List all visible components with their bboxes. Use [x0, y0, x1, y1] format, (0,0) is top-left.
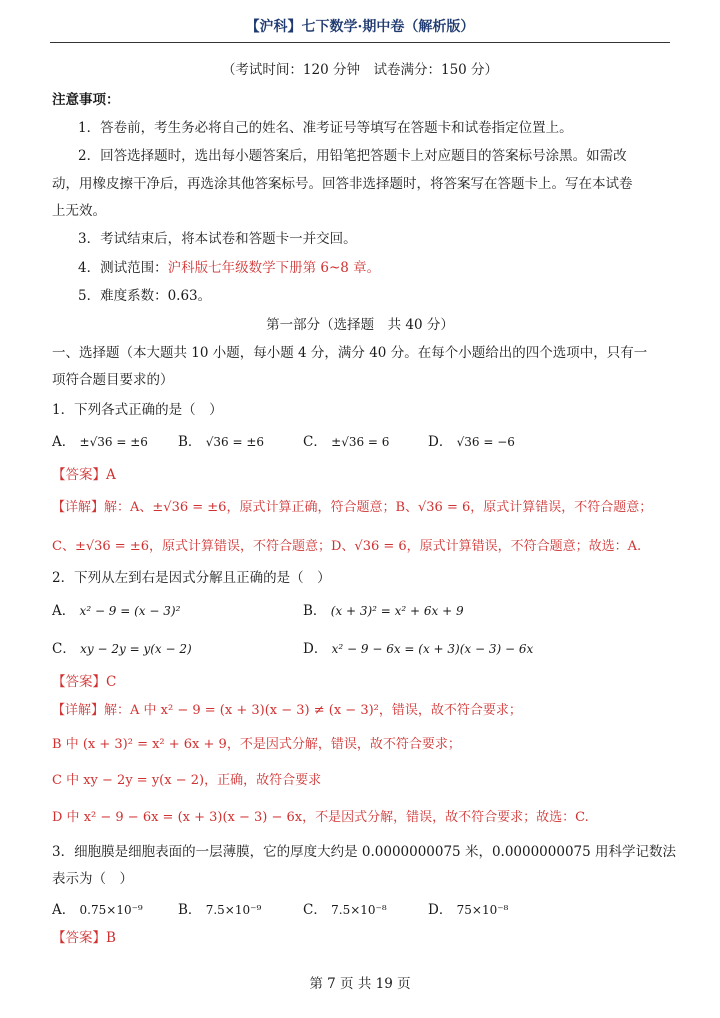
q1-option-c-label: C．: [303, 434, 327, 450]
q1-option-d: [428, 430, 515, 450]
q3-answer: 【答案】B: [52, 930, 116, 946]
q3-option-a-label: A．: [52, 902, 76, 918]
q2-option-c: [52, 637, 192, 657]
q3-option-c-label: C．: [303, 902, 327, 918]
part1-title: 第一部分（选择题 共 40 分）: [266, 317, 454, 333]
section-heading-line-1: 一、选择题（本大题共 10 小题，每小题 4 分，满分 40 分。在每个小题给出的四个选项中，只有一: [52, 345, 648, 361]
q1-option-a-expr: ±√36 = ±6: [79, 435, 148, 449]
q3-option-b-label: B．: [178, 902, 202, 918]
q3-option-b: [178, 898, 261, 918]
q3-option-c-expr: 7.5×10⁻⁸: [331, 903, 387, 917]
q2-option-b-label: B．: [303, 603, 327, 619]
q2-explanation-line-1: [52, 699, 522, 718]
q3-option-a-expr: 0.75×10⁻⁹: [79, 903, 143, 917]
q2-option-d-expr: x² − 9 − 6x = (x + 3)(x − 3) − 6x: [331, 642, 534, 656]
q2-option-c-label: C．: [52, 641, 76, 657]
q3-option-d-expr: 75×10⁻⁸: [456, 903, 509, 917]
q1-explain-text-1: 解：A、±√36 = ±6，原式计算正确，符合题意；B、√36 = 6，原式计算错误，不符合题意；: [104, 500, 653, 515]
q3-option-a: [52, 898, 143, 918]
notice-item-5: 5．难度系数：0.63。: [78, 288, 212, 304]
q1-option-d-expr: √36 = −6: [456, 435, 515, 449]
q2-explain-tag: 【详解】: [52, 703, 105, 718]
q2-option-b: [303, 599, 464, 619]
notice-item-4-range: 沪科版七年级数学下册第 6~8 章。: [167, 260, 381, 276]
q2-option-d-label: D．: [303, 641, 328, 657]
q3-option-b-expr: 7.5×10⁻⁹: [205, 903, 262, 917]
q2-explanation-line-3: C 中 xy − 2y = y(x − 2)，正确，故符合要求: [52, 773, 322, 788]
notice-item-3: 3．考试结束后，将本试卷和答题卡一并交回。: [78, 231, 357, 247]
q1-explain-tag: 【详解】: [52, 500, 105, 515]
q2-option-d: [303, 637, 533, 657]
q2-answer: 【答案】C: [52, 674, 117, 690]
q1-option-b-label: B．: [178, 434, 202, 450]
q3-stem-line-2: 表示为（ ）: [52, 871, 133, 887]
q2-option-a: [52, 599, 180, 619]
notice-item-2-line-2: 动，用橡皮擦干净后，再选涂其他答案标号。回答非选择题时，将答案写在答题卡上。写在本试卷: [52, 176, 633, 192]
q2-option-a-expr: x² − 9 = (x − 3)²: [79, 604, 181, 618]
q2-option-c-expr: xy − 2y = y(x − 2): [80, 642, 192, 656]
page-number: 第 7 页 共 19 页: [309, 976, 411, 992]
q2-explanation-line-4: D 中 x² − 9 − 6x = (x + 3)(x − 3) − 6x，不是因式分解，错误，故不符合要求；故选：C.: [52, 810, 589, 825]
q2-explanation-line-2: B 中 (x + 3)² = x² + 6x + 9，不是因式分解，错误，故不符合要求；: [52, 737, 461, 752]
q3-option-d-label: D．: [428, 902, 453, 918]
q2-stem: 2．下列从左到右是因式分解且正确的是（ ）: [52, 570, 331, 586]
page-header: [50, 12, 670, 43]
q3-option-d: [428, 898, 508, 918]
q2-explain-text-1: 解：A 中 x² − 9 = (x + 3)(x − 3) ≠ (x − 3)²，错误，故不符合要求；: [104, 703, 522, 718]
exam-info: （考试时间：120 分钟 试卷满分：150 分）: [221, 62, 499, 78]
notice-item-2-line-1: 2．回答选择题时，选出每小题答案后，用铅笔把答题卡上对应题目的答案标号涂黑。如需改: [78, 148, 627, 164]
q1-option-b: [178, 430, 264, 450]
notice-item-1: 1．答卷前，考生务必将自己的姓名、准考证号等填写在答题卡和试卷指定位置上。: [78, 120, 573, 136]
q1-explanation-line-1: [52, 496, 652, 515]
notice-title: 注意事项：: [52, 92, 120, 108]
q3-option-c: [303, 898, 387, 918]
q2-option-b-expr: (x + 3)² = x² + 6x + 9: [330, 604, 464, 618]
q1-option-b-expr: √36 = ±6: [205, 435, 265, 449]
page-footer: [0, 972, 720, 992]
notice-item-2-line-3: 上无效。: [52, 203, 106, 219]
q1-stem: 1．下列各式正确的是（ ）: [52, 402, 223, 418]
q1-explanation-line-2: C、±√36 = ±6，原式计算错误，不符合题意；D、√36 = 6，原式计算错误，不符合题意；故选：A.: [52, 539, 642, 554]
q1-answer: 【答案】A: [52, 467, 116, 483]
notice-item-4-prefix: 4．测试范围：: [78, 260, 168, 276]
section-heading-line-2: 项符合题目要求的）: [52, 372, 174, 388]
q1-option-c: [303, 430, 389, 450]
header-title: 【沪科】七下数学·期中卷（解析版）: [245, 19, 475, 35]
q3-stem-line-1: 3．细胞膜是细胞表面的一层薄膜，它的厚度大约是 0.0000000075 米，0.0000000075 用科学记数法: [52, 844, 677, 860]
q1-option-a-label: A．: [52, 434, 76, 450]
q1-option-a: [52, 430, 148, 450]
q1-option-c-expr: ±√36 = 6: [331, 435, 390, 449]
notice-item-4: [78, 256, 380, 276]
q1-option-d-label: D．: [428, 434, 453, 450]
q2-option-a-label: A．: [52, 603, 76, 619]
